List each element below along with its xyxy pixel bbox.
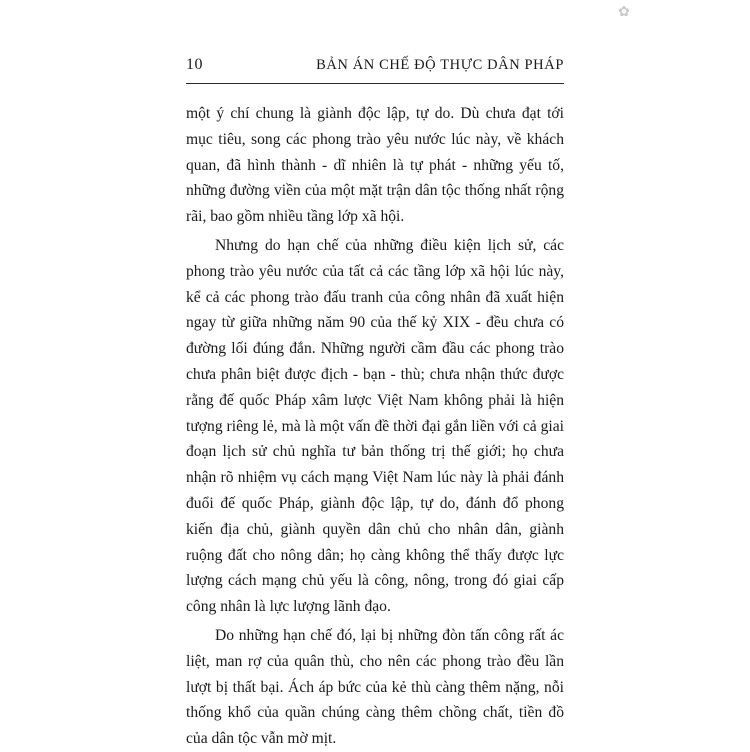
book-page [186, 0, 566, 750]
paragraph-continued: một ý chí chung là giành độc lập, tự do. Dù chưa đạt tới mục tiêu, song các phong trào yêu nước lúc này, về khách quan, đã hình thành - dĩ nhiên là tự phát - những yếu tố, những đường viền của một mặt trận dân tộc thống nhất rộng rãi, bao gồm nhiều tầng lớp xã hội. [186, 105, 564, 226]
paragraph: Nhưng do hạn chế của những điều kiện lịch sử, các phong trào yêu nước của tất cả các tầng lớp xã hội lúc này, kể cả các phong trào đấu tranh của công nhân đã xuất hiện ngay từ giữa những năm 90 của thế kỷ XIX - đều chưa có đường lối đúng đắn. Những người cầm đầu các phong trào chưa phân biệt được địch - bạn - thù; chưa nhận thức được rằng đế quốc Pháp xâm lược Việt Nam không phải là hiện tượng riêng lẻ, mà là một vấn đề thời đại gắn liền với cả giai đoạn lịch sử chủ nghĩa tư bản thống trị thế giới; họ chưa nhận rõ nhiệm vụ cách mạng Việt Nam lúc này là phải đánh đuổi đế quốc Pháp, giành độc lập, tự do, đánh đổ phong kiến địa chủ, giành quyền dân chủ cho nhân dân, giành ruộng đất cho nông dân; họ càng không thể thấy được lực lượng cách mạng chủ yếu là công, nông, trong đó giai cấp công nhân là lực lượng lãnh đạo. [186, 236, 564, 616]
running-title: BẢN ÁN CHẾ ĐỘ THỰC DÂN PHÁP [316, 57, 564, 73]
body-text [186, 101, 564, 752]
running-header [186, 56, 564, 78]
page-number: 10 [186, 56, 203, 73]
header-rule [186, 83, 564, 84]
flower-icon: ✿ [618, 4, 630, 20]
paragraph: Do những hạn chế đó, lại bị những đòn tấn công rất ác liệt, man rợ của quân thù, cho nên các phong trào đều lần lượt bị thất bại. Ách áp bức của kẻ thù càng thêm nặng, nỗi thống khổ của quần chúng càng thêm chồng chất, tiền đồ của dân tộc vẫn mờ mịt. [186, 626, 564, 748]
